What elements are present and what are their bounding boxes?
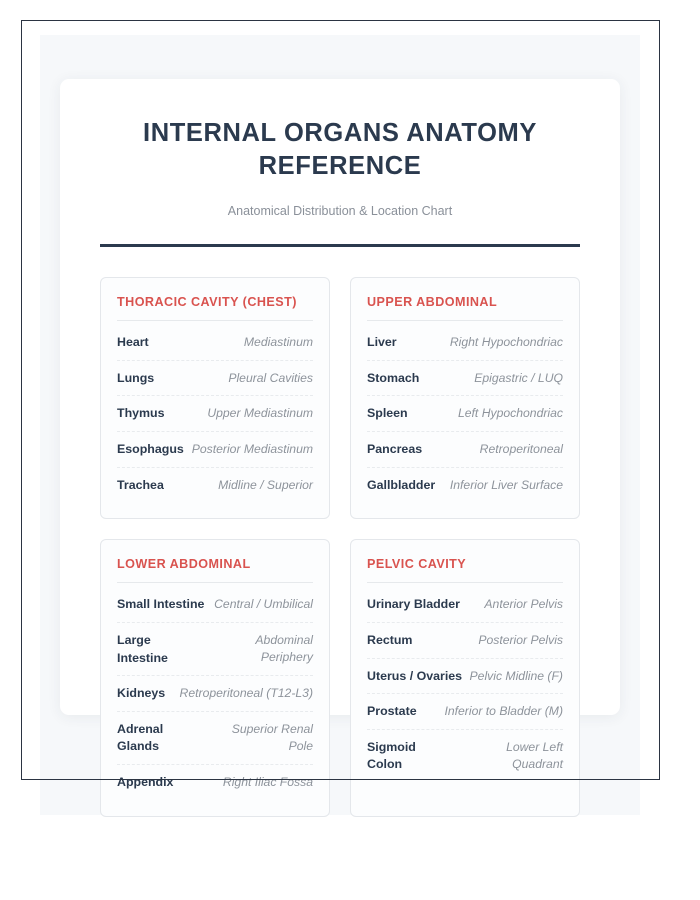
- organ-name: Lungs: [117, 370, 155, 385]
- organ-name: Thymus: [117, 406, 165, 421]
- organ-location: Midline / Superior: [218, 477, 313, 492]
- organ-location: Central / Umbilical: [214, 597, 313, 612]
- organ-name: Large Intestine: [117, 632, 168, 665]
- organ-card-lower-abdominal: [100, 539, 330, 816]
- organ-location: Inferior Liver Surface: [449, 477, 563, 492]
- organ-location: Retroperitoneal: [479, 442, 563, 457]
- card-heading: THORACIC CAVITY (CHEST): [117, 295, 297, 310]
- card-heading: UPPER ABDOMINAL: [367, 295, 498, 310]
- organ-location: Posterior Mediastinum: [191, 442, 313, 457]
- organ-name: Uterus / Ovaries: [367, 668, 463, 683]
- organ-row: [367, 587, 563, 623]
- organ-location: Inferior to Bladder (M): [444, 704, 563, 719]
- page-title: INTERNAL ORGANS ANATOMY REFERENCE: [143, 119, 537, 180]
- organ-row: [117, 432, 313, 468]
- organ-row: [367, 325, 563, 361]
- card-heading-divider: [117, 320, 313, 321]
- organ-name: Rectum: [367, 632, 413, 647]
- organ-row: [117, 676, 313, 712]
- organ-row: [117, 361, 313, 397]
- organ-row: [117, 468, 313, 503]
- organ-row: [117, 396, 313, 432]
- organ-name: Prostate: [367, 704, 417, 719]
- organ-location: Retroperitoneal (T12-L3): [179, 686, 313, 701]
- organ-row: [367, 361, 563, 397]
- card-heading-divider: [367, 320, 563, 321]
- organ-row: [117, 623, 313, 676]
- organ-location: Epigastric / LUQ: [474, 370, 563, 385]
- document-content: [60, 79, 620, 817]
- card-heading-divider: [117, 582, 313, 583]
- organ-location: Lower Left Quadrant: [506, 739, 563, 772]
- organ-row: [367, 396, 563, 432]
- organ-name: Heart: [117, 335, 149, 350]
- page-subtitle: Anatomical Distribution & Location Chart: [227, 204, 453, 219]
- organ-card-grid: [60, 247, 620, 816]
- organ-location: Posterior Pelvis: [478, 632, 563, 647]
- organ-row: [117, 765, 313, 800]
- organ-row: [367, 659, 563, 695]
- organ-name: Stomach: [367, 370, 420, 385]
- organ-row: [117, 712, 313, 765]
- organ-name: Urinary Bladder: [367, 597, 460, 612]
- organ-location: Superior Renal Pole: [231, 721, 313, 754]
- organ-row: [117, 587, 313, 623]
- organ-name: Trachea: [117, 477, 164, 492]
- organ-location: Right Hypochondriac: [449, 335, 563, 350]
- card-heading: PELVIC CAVITY: [367, 557, 467, 572]
- organ-name: Esophagus: [117, 442, 184, 457]
- organ-name: Liver: [367, 335, 397, 350]
- organ-card-thoracic-cavity-chest: [100, 277, 330, 519]
- organ-row: [367, 694, 563, 730]
- organ-row: [367, 432, 563, 468]
- organ-location: Right Iliac Fossa: [222, 774, 313, 789]
- organ-location: Upper Mediastinum: [207, 406, 313, 421]
- organ-row: [367, 730, 563, 782]
- organ-name: Gallbladder: [367, 477, 436, 492]
- organ-row: [367, 623, 563, 659]
- organ-location: Abdominal Periphery: [255, 632, 313, 665]
- organ-name: Small Intestine: [117, 597, 205, 612]
- card-heading-divider: [367, 582, 563, 583]
- organ-location: Pleural Cavities: [228, 370, 313, 385]
- organ-name: Spleen: [367, 406, 408, 421]
- organ-name: Adrenal Glands: [117, 721, 164, 754]
- organ-name: Pancreas: [367, 442, 423, 457]
- organ-row: [367, 468, 563, 503]
- organ-name: Sigmoid Colon: [367, 739, 416, 772]
- organ-name: Kidneys: [117, 686, 166, 701]
- organ-location: Mediastinum: [243, 335, 313, 350]
- organ-location: Left Hypochondriac: [457, 406, 563, 421]
- organ-card-pelvic-cavity: [350, 539, 580, 816]
- organ-card-upper-abdominal: [350, 277, 580, 519]
- organ-row: [117, 325, 313, 361]
- organ-location: Pelvic Midline (F): [469, 668, 563, 683]
- document-header: [60, 79, 620, 218]
- organ-name: Appendix: [117, 774, 174, 789]
- card-heading: LOWER ABDOMINAL: [117, 557, 251, 572]
- organ-location: Anterior Pelvis: [484, 597, 563, 612]
